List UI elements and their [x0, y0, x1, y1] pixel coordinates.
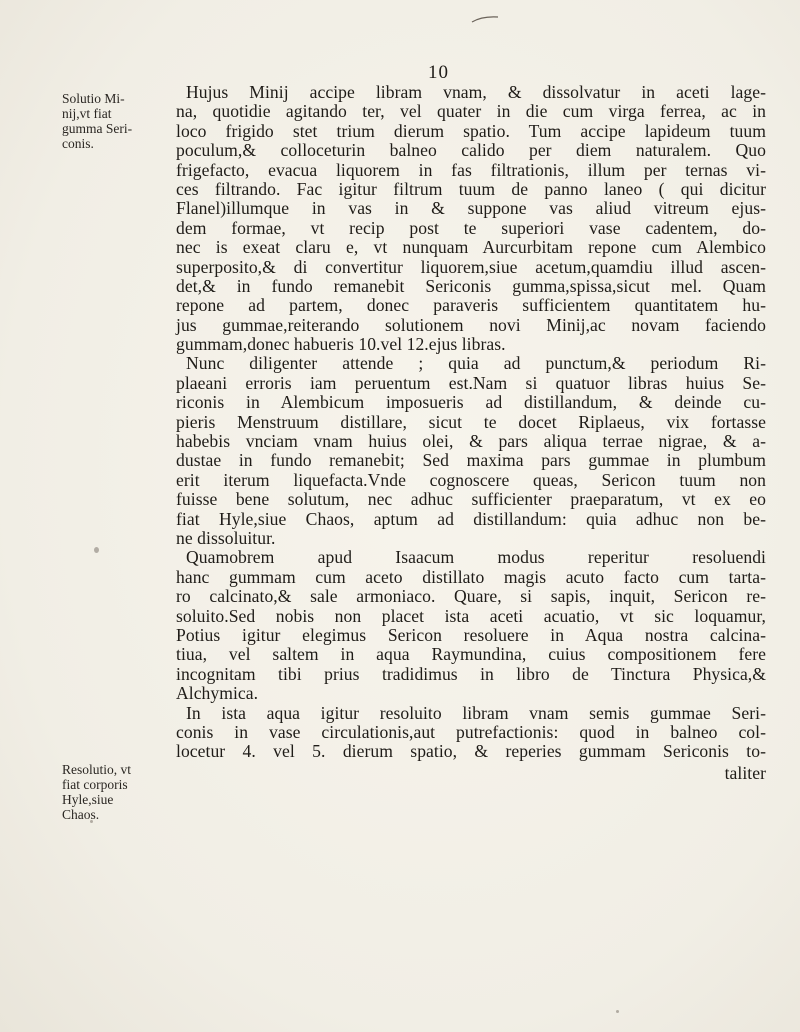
marginal-note-line: conis.	[62, 136, 94, 151]
text-line: ces filtrando. Fac igitur filtrum tuum de panno laneo ( qui dicitur	[176, 178, 766, 199]
text-line: Flanel)illumque in vas in & suppone vas aliud vitreum ejus-	[176, 198, 766, 219]
ink-spot	[90, 820, 93, 823]
text-line: pieris Menstruum distillare, sicut te docet Riplaeus, vix fortasse	[176, 411, 766, 432]
text-line: superposito,& di convertitur liquorem,siue acetum,quamdiu illud ascen-	[176, 256, 766, 277]
text-line: Nunc diligenter attende ; quia ad punctum,& periodum Ri-	[186, 353, 766, 374]
text-line: det,& in fundo remanebit Sericonis gumma,spissa,sicut mel. Quam	[176, 275, 766, 296]
text-line: poculum,& colloceturin balneo calido per diem naturalem. Quo	[176, 140, 766, 161]
marginal-note-line: Solutio Mi-	[62, 91, 125, 106]
marginal-note-line: Hyle,siue	[62, 792, 114, 807]
catchword: taliter	[724, 762, 766, 783]
text-line: conis in vase circulationis,aut putrefactionis: quod in balneo col-	[176, 721, 766, 742]
ink-flourish-icon	[470, 14, 500, 24]
text-line: dustae in fundo remanebit; Sed maxima pars gummae in plumbum	[176, 450, 766, 471]
text-line: locetur 4. vel 5. dierum spatio, & reperies gummam Sericonis to-	[176, 741, 766, 762]
marginal-note-line: Resolutio, vt	[62, 762, 132, 777]
text-line: Quamobrem apud Isaacum modus reperitur resoluendi	[186, 547, 766, 568]
text-line: repone ad partem, donec paraveris sufficientem quantitatem hu-	[176, 295, 766, 316]
text-line: hanc gummam cum aceto distillato magis acuto facto cum tarta-	[176, 566, 766, 587]
text-line: tiua, vel saltem in aqua Raymundina, cuius compositionem fere	[176, 644, 766, 665]
text-line: erit iterum liquefacta.Vnde cognoscere queas, Sericon tuum non	[176, 469, 766, 490]
text-line: soluito.Sed nobis non placet ista aceti acuatio, vt sic loquamur,	[176, 605, 766, 626]
marginal-note-line: fiat corporis	[62, 777, 128, 792]
text-line: fuisse bene solutum, nec adhuc sufficienter praeparatum, vt ex eo	[176, 489, 766, 510]
text-line: incognitam tibi prius tradidimus in libro de Tinctura Physica,&	[176, 663, 766, 684]
marginal-note-line: gumma Seri-	[62, 121, 133, 136]
text-line: Hujus Minij accipe libram vnam, & dissolvatur in aceti lage-	[186, 82, 766, 102]
text-line: Alchymica.	[176, 683, 259, 704]
text-line: frigefacto, evacua liquorem in fas filtrationis, illum per ternas vi-	[176, 159, 766, 180]
ink-spot	[94, 547, 99, 553]
text-line: fiat Hyle,siue Chaos, aptum ad distillandum: quia adhuc non be-	[176, 508, 766, 529]
marginal-note-line: nij,vt fiat	[62, 106, 112, 121]
text-line: gummam,donec habueris 10.vel 12.ejus libras.	[176, 334, 506, 355]
text-line: na, quotidie agitando ter, vel quater in die cum virga ferrea, ac in	[176, 101, 766, 122]
text-line: Potius igitur elegimus Sericon resoluere in Aqua nostra calcina-	[176, 624, 766, 645]
marginal-note-line: Chaos.	[62, 807, 100, 822]
text-line: habebis vnciam vnam huius olei, & pars aliqua terrae nigrae, & a-	[176, 431, 766, 452]
text-line: dem formae, vt recip post te superiori vase cadentem, do-	[176, 217, 766, 238]
text-line: riconis in Alembicum imposueris ad distillandum, & deinde cu-	[176, 392, 766, 413]
text-line: In ista aqua igitur resoluito libram vnam semis gummae Seri-	[186, 702, 766, 723]
text-line: jus gummae,reiterando solutionem novi Minij,ac novam faciendo	[176, 314, 766, 335]
text-line: ne dissoluitur.	[176, 527, 276, 548]
text-line: ro calcinato,& sale armoniaco. Quare, si sapis, inquit, Sericon re-	[176, 586, 766, 607]
marginal-note-resolutio	[62, 762, 158, 822]
body-text	[176, 83, 766, 784]
text-line: plaeani erroris iam peruentum est.Nam si quatuor libras huius Se-	[176, 372, 766, 393]
ink-spot	[616, 1010, 619, 1013]
page-number: 10	[428, 62, 449, 83]
text-line: nec is exeat claru e, vt nunquam Aurcurbitam repone cum Alembico	[176, 237, 766, 258]
marginal-note-solutio	[62, 91, 158, 151]
text-line: loco frigido stet trium dierum spatio. Tum accipe lapideum tuum	[176, 120, 766, 141]
